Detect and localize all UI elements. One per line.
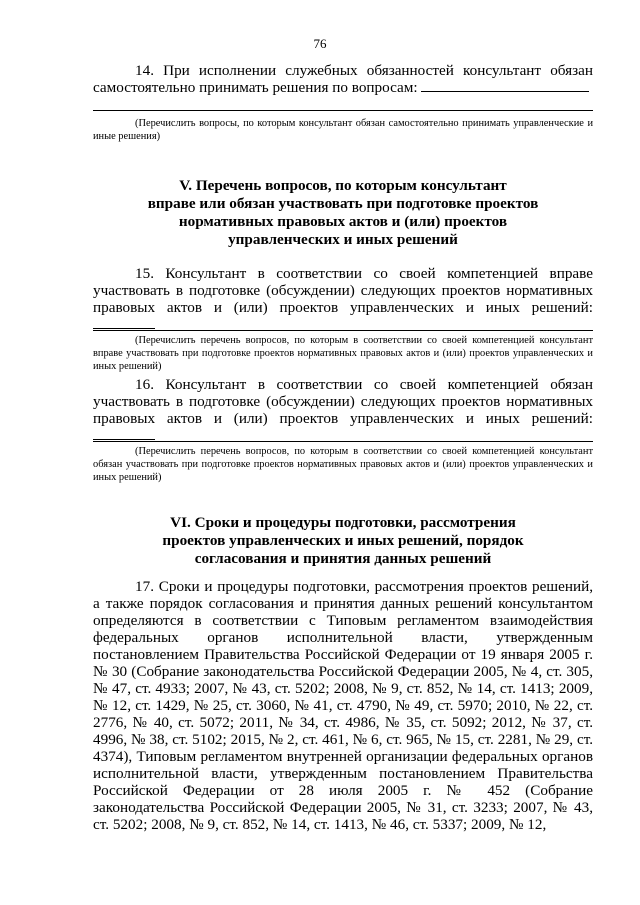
item-14-answer-line — [93, 110, 593, 111]
page-number: 76 — [313, 36, 327, 51]
item-16-note: (Перечислить перечень вопросов, по которым в соответствии со своей компетенцией консультант обязан участвовать при подготовке проектов нормативных правовых актов и (или) проектов управленческих и иных решений) — [93, 446, 593, 483]
item-14-text: 14. При исполнении служебных обязанностей консультант обязан самостоятельно принимать решения по вопросам: — [93, 62, 593, 96]
section-5-heading — [93, 177, 593, 249]
item-16-blank — [93, 427, 155, 440]
item-16-paragraph — [93, 376, 593, 444]
item-15-answer-line — [93, 330, 593, 331]
item-15-blank — [93, 316, 155, 329]
section-5-line-4: управленческих и иных решений — [228, 231, 458, 248]
item-16-text: 16. Консультант в соответствии со своей компетенцией обязан участвовать в подготовке (обсуждении) следующих проектов нормативных правовых актов и (или) проектов управленческих и иных решений: — [93, 376, 593, 427]
item-17-text: 17. Сроки и процедуры подготовки, рассмотрения проектов решений, а также порядок согласования и принятия данных решений консультантом определяются в соответствии с Типовым регламентом взаимодействия федеральных органов исполнительной власти, утвержденным постановлением Правительства Российской Федерации от 19 января 2005 г. № 30 (Собрание законодательства Российской Федерации 2005, № 4, ст. 305, № 47, ст. 4933; 2007, № 43, ст. 5202; 2008, № 9, ст. 852, № 14, ст. 1413; 2009, № 12, ст. 1429, № 25, ст. 3060, № 41, ст. 4790, № 49, ст. 5970; 2010, № 22, ст. 2776, № 40, ст. 5072; 2011, № 34, ст. 4986, № 35, ст. 5092; 2012, № 37, ст. 4996, № 38, ст. 5102; 2015, № 2, ст. 461, № 6, ст. 965, № 15, ст. 2281, № 29, ст. 4374), Типовым регламентом внутренней организации федеральных органов исполнительной власти, утвержденным постановлением Правительства Российской Федерации от 28 июля 2005 г. № 452 (Собрание законодательства Российской Федерации 2005, № 31, ст. 3233; 2007, № 43, ст. 5202; 2008, № 9, ст. 852, № 14, ст. 1413, № 46, ст. 5337; 2009, № 12, — [93, 578, 593, 833]
item-15-note: (Перечислить перечень вопросов, по которым в соответствии со своей компетенцией консультант вправе участвовать при подготовке проектов нормативных правовых актов и (или) проектов управленческих и иных решений) — [93, 335, 593, 372]
item-17-paragraph — [93, 578, 593, 833]
section-6-line-3: согласования и принятия данных решений — [194, 550, 492, 567]
item-14-note: (Перечислить вопросы, по которым консультант обязан самостоятельно принимать управленческие и иные решения) — [93, 118, 593, 142]
item-14-blank — [421, 79, 589, 92]
section-6-heading — [93, 514, 593, 568]
item-16-answer-line — [93, 441, 593, 442]
section-5-line-1: V. Перечень вопросов, по которым консультант — [179, 177, 507, 194]
section-6-line-2: проектов управленческих и иных решений, порядок — [162, 532, 524, 549]
item-14-paragraph — [93, 62, 593, 96]
section-5-line-3: нормативных правовых актов и (или) проектов — [178, 213, 508, 230]
item-15-paragraph — [93, 265, 593, 333]
item-15-text: 15. Консультант в соответствии со своей компетенцией вправе участвовать в подготовке (обсуждении) следующих проектов нормативных правовых актов и (или) проектов управленческих и иных решений: — [93, 265, 593, 316]
section-5-line-2: вправе или обязан участвовать при подготовке проектов — [147, 195, 539, 212]
section-6-line-1: VI. Сроки и процедуры подготовки, рассмотрения — [170, 514, 516, 531]
